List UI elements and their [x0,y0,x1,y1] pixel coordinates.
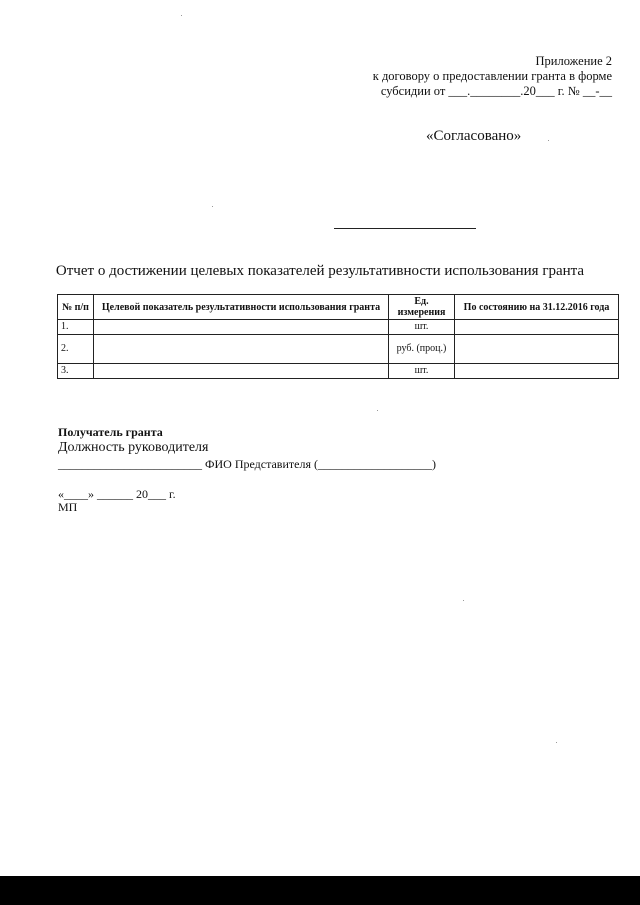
date-line: «____» ______ 20___ г. [58,487,176,501]
representative-fio-line: ________________________ ФИО Представителя (___________________) [58,457,436,471]
approved-label: «Согласовано» [426,128,522,144]
header-unit: Ед. измерения [389,295,455,320]
scan-speck [212,206,213,207]
approval-signature-line [334,228,476,229]
row-unit: шт. [389,364,455,379]
table-row [58,320,619,335]
row-num: 2. [58,335,94,364]
header-status: По состоянию на 31.12.2016 года [455,295,619,320]
row-indicator [94,335,389,364]
row-num: 3. [58,364,94,379]
header-num: № п/п [58,295,94,320]
scan-speck [556,742,557,743]
scan-speck [377,410,378,411]
table-row [58,335,619,364]
indicators-table [57,294,619,379]
appendix-line-2: к договору о предоставлении гранта в форме [372,69,612,83]
table-row [58,364,619,379]
appendix-line-1: Приложение 2 [535,54,612,68]
row-status [455,320,619,335]
row-status [455,335,619,364]
recipient-label: Получатель гранта [58,425,163,439]
position-label: Должность руководителя [58,440,209,455]
header-indicator: Целевой показатель результативности использования гранта [94,295,389,320]
row-unit: руб. (проц.) [389,335,455,364]
row-unit: шт. [389,320,455,335]
row-num: 1. [58,320,94,335]
table-header-row [58,295,619,320]
row-status [455,364,619,379]
appendix-line-3: субсидии от ___.________.20___ г. № __-__ [380,84,612,98]
report-title: Отчет о достижении целевых показателей результативности использования гранта [55,263,585,279]
scan-speck [548,140,549,141]
appendix-header [373,54,612,99]
scan-bottom-border [0,876,640,905]
row-indicator [94,320,389,335]
stamp-label: МП [58,500,78,514]
scan-speck [181,15,182,16]
scan-speck [463,600,464,601]
row-indicator [94,364,389,379]
